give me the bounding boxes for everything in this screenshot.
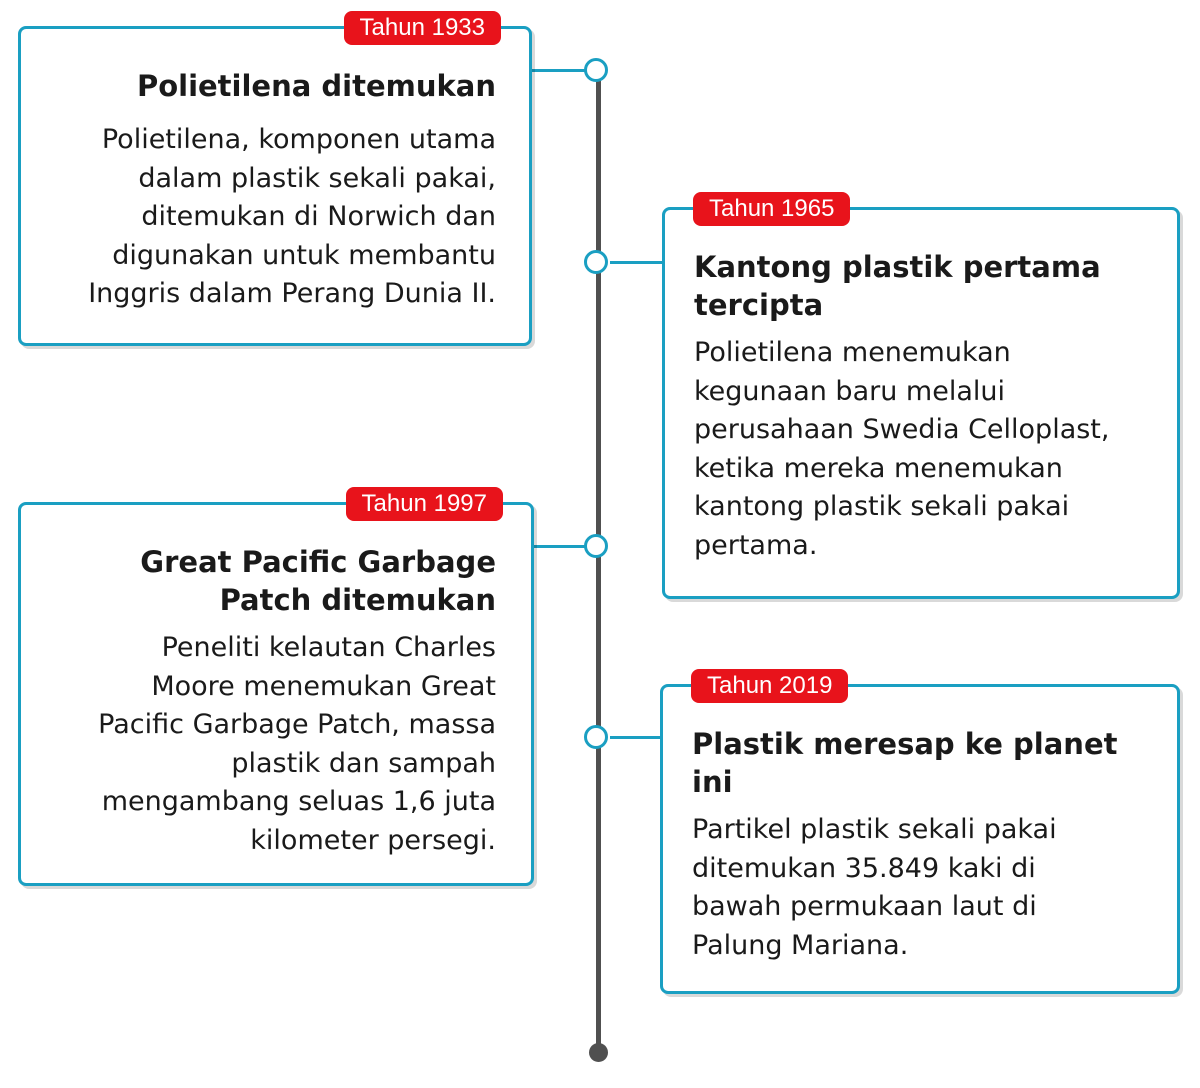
connector-1933	[530, 69, 586, 72]
event-title: Polietilena ditemukan	[136, 69, 496, 103]
event-title: Great Pacific Garbage Patch ditemukan	[140, 545, 496, 617]
event-description: Polietilena, komponen utama dalam plastik sekali pakai, ditemukan di Norwich dan digunakan untuk membantu Inggris dalam Perang Dunia II.	[88, 124, 496, 309]
event-card-1997	[18, 490, 534, 886]
event-description: Peneliti kelautan Charles Moore menemukan Great Pacific Garbage Patch, massa plastik dan sampah mengambang seluas 1,6 juta kilometer persegi.	[98, 632, 496, 856]
year-badge: Tahun 1997	[346, 487, 503, 521]
timeline-node-1997	[584, 534, 608, 558]
timeline-axis	[596, 70, 601, 1055]
timeline-node-2019	[584, 725, 608, 749]
event-title: Plastik meresap ke planet ini	[692, 727, 1118, 799]
year-badge: Tahun 1965	[693, 192, 850, 226]
connector-2019	[610, 736, 662, 739]
event-card-2019	[660, 672, 1180, 994]
event-description: Partikel plastik sekali pakai ditemukan 35.849 kaki di bawah permukaan laut di Palung Mariana.	[692, 814, 1057, 961]
year-badge: Tahun 2019	[691, 669, 848, 703]
timeline-end-dot	[589, 1043, 608, 1062]
event-card-1965	[662, 195, 1180, 599]
timeline-node-1965	[584, 250, 608, 274]
timeline-node-1933	[584, 58, 608, 82]
year-badge: Tahun 1933	[344, 11, 501, 45]
event-title: Kantong plastik pertama tercipta	[694, 250, 1101, 322]
connector-1997	[532, 545, 586, 548]
event-description: Polietilena menemukan kegunaan baru melalui perusahaan Swedia Celloplast, ketika mereka menemukan kantong plastik sekali pakai pertama.	[694, 337, 1110, 561]
connector-1965	[610, 261, 664, 264]
event-card-1933	[18, 14, 532, 346]
